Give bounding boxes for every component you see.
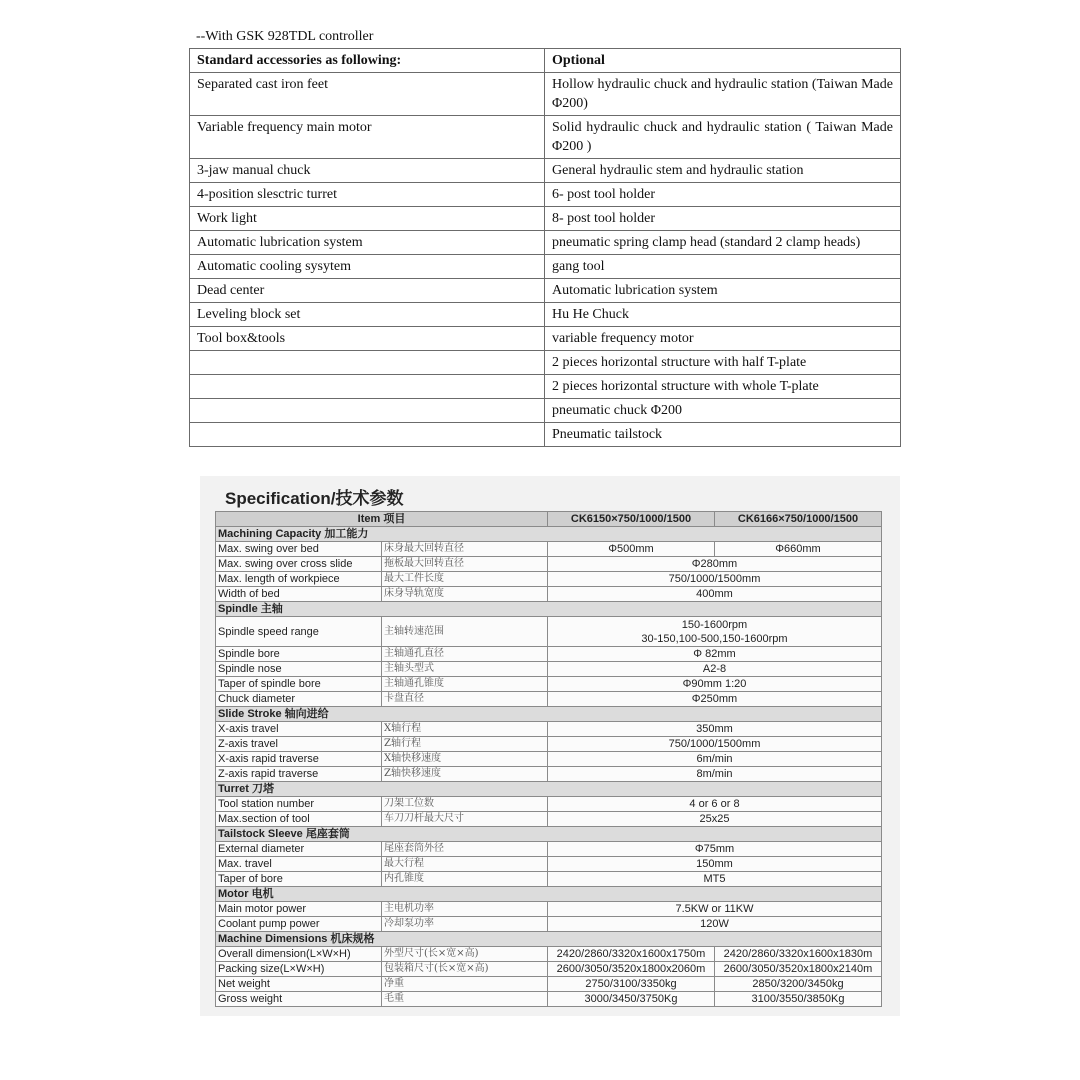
spec-value-line: 120W xyxy=(700,918,729,930)
spec-row xyxy=(216,542,882,557)
accessories-row xyxy=(190,255,901,279)
spec-row xyxy=(216,722,882,737)
standard-accessories-header: Standard accessories as following: xyxy=(190,49,545,73)
spec-row xyxy=(216,857,882,872)
spec-item-cn: 最大行程 xyxy=(382,857,548,872)
accessories-body xyxy=(190,73,901,447)
spec-section-row xyxy=(216,782,882,797)
spec-item-en: Main motor power xyxy=(216,902,382,917)
spec-section-row xyxy=(216,932,882,947)
spec-row xyxy=(216,797,882,812)
standard-accessory-cell: Dead center xyxy=(190,279,545,303)
spec-item-cn: 刀架工位数 xyxy=(382,797,548,812)
spec-value-line: 4 or 6 or 8 xyxy=(689,798,740,810)
spec-item-cn: 尾座套筒外径 xyxy=(382,842,548,857)
accessories-row xyxy=(190,73,901,116)
spec-section-row xyxy=(216,827,882,842)
optional-accessory-cell: gang tool xyxy=(545,255,901,279)
spec-item-cn: 主电机功率 xyxy=(382,902,548,917)
spec-value-line: Φ250mm xyxy=(691,693,738,705)
spec-section-title: Machine Dimensions 机床规格 xyxy=(216,932,882,947)
spec-value-model2: 2420/2860/3320x1600x1830m xyxy=(715,947,882,962)
spec-body xyxy=(216,527,882,1007)
standard-accessory-cell: Separated cast iron feet xyxy=(190,73,545,116)
spec-value-model2: 2600/3050/3520x1800x2140m xyxy=(715,962,882,977)
spec-section-title: Machining Capacity 加工能力 xyxy=(216,527,882,542)
spec-value-shared xyxy=(548,737,882,752)
spec-value-shared xyxy=(548,677,882,692)
spec-section-title: Spindle 主轴 xyxy=(216,602,882,617)
optional-accessory-cell: Automatic lubrication system xyxy=(545,279,901,303)
standard-accessory-cell xyxy=(190,375,545,399)
spec-value-shared xyxy=(548,917,882,932)
optional-accessory-cell: 8- post tool holder xyxy=(545,207,901,231)
spec-section-title: Turret 刀塔 xyxy=(216,782,882,797)
spec-value-line: 400mm xyxy=(696,588,733,600)
spec-value-shared xyxy=(548,557,882,572)
spec-row xyxy=(216,752,882,767)
spec-row xyxy=(216,992,882,1007)
spec-item-cn: X轴行程 xyxy=(382,722,548,737)
spec-item-en: X-axis travel xyxy=(216,722,382,737)
spec-row xyxy=(216,977,882,992)
spec-row xyxy=(216,587,882,602)
standard-accessory-cell: Variable frequency main motor xyxy=(190,116,545,159)
spec-header-row xyxy=(216,512,882,527)
standard-accessory-cell: Leveling block set xyxy=(190,303,545,327)
standard-accessory-cell: Work light xyxy=(190,207,545,231)
spec-section-row xyxy=(216,887,882,902)
spec-value-model2: 2850/3200/3450kg xyxy=(715,977,882,992)
spec-row xyxy=(216,872,882,887)
optional-accessory-cell: 2 pieces horizontal structure with whole T-plate xyxy=(545,375,901,399)
spec-value-line: 350mm xyxy=(696,723,733,735)
accessories-row xyxy=(190,303,901,327)
spec-item-cn: 主轴头型式 xyxy=(382,662,548,677)
spec-item-en: Max. swing over cross slide xyxy=(216,557,382,572)
specification-sheet xyxy=(200,476,900,1016)
spec-section-title: Slide Stroke 轴向进给 xyxy=(216,707,882,722)
spec-row xyxy=(216,947,882,962)
spec-row xyxy=(216,662,882,677)
spec-item-en: Packing size(L×W×H) xyxy=(216,962,382,977)
spec-value-line: Φ280mm xyxy=(691,558,738,570)
spec-value-line: Φ75mm xyxy=(694,843,735,855)
spec-value-model1: 3000/3450/3750Kg xyxy=(548,992,715,1007)
spec-value-shared xyxy=(548,617,882,647)
optional-accessory-cell: Solid hydraulic chuck and hydraulic station ( Taiwan Made Φ200 ) xyxy=(545,116,901,159)
spec-value-line: A2-8 xyxy=(702,663,727,675)
standard-accessory-cell: 4-position slesctric turret xyxy=(190,183,545,207)
spec-item-en: Overall dimension(L×W×H) xyxy=(216,947,382,962)
accessories-row xyxy=(190,351,901,375)
spec-value-shared xyxy=(548,752,882,767)
spec-item-en: Taper of bore xyxy=(216,872,382,887)
spec-value-model2: Φ660mm xyxy=(715,542,882,557)
spec-value-line: 25x25 xyxy=(699,813,730,825)
spec-row xyxy=(216,917,882,932)
spec-value-line: MT5 xyxy=(703,873,726,885)
spec-item-cn: 净重 xyxy=(382,977,548,992)
spec-section-row xyxy=(216,602,882,617)
spec-item-cn: 外型尺寸(长×宽×高) xyxy=(382,947,548,962)
spec-item-en: Tool station number xyxy=(216,797,382,812)
spec-item-en: Chuck diameter xyxy=(216,692,382,707)
standard-accessory-cell xyxy=(190,399,545,423)
spec-row xyxy=(216,677,882,692)
spec-section-row xyxy=(216,707,882,722)
spec-item-en: Z-axis rapid traverse xyxy=(216,767,382,782)
spec-value-line: 150mm xyxy=(696,858,733,870)
spec-value-line: Φ90mm 1:20 xyxy=(682,678,747,690)
optional-accessory-cell: 6- post tool holder xyxy=(545,183,901,207)
accessories-row xyxy=(190,375,901,399)
spec-item-en: Max.section of tool xyxy=(216,812,382,827)
standard-accessory-cell: Automatic lubrication system xyxy=(190,231,545,255)
spec-item-en: Spindle nose xyxy=(216,662,382,677)
spec-row xyxy=(216,692,882,707)
spec-item-cn: 最大工件长度 xyxy=(382,572,548,587)
spec-section-row xyxy=(216,527,882,542)
spec-row xyxy=(216,572,882,587)
spec-item-cn: 拖板最大回转直径 xyxy=(382,557,548,572)
spec-item-en: X-axis rapid traverse xyxy=(216,752,382,767)
spec-value-shared xyxy=(548,842,882,857)
spec-value-shared xyxy=(548,572,882,587)
spec-item-en: Max. length of workpiece xyxy=(216,572,382,587)
spec-value-line: 6m/min xyxy=(696,753,733,765)
accessories-header-row xyxy=(190,49,901,73)
spec-row xyxy=(216,557,882,572)
spec-item-en: Coolant pump power xyxy=(216,917,382,932)
spec-row xyxy=(216,902,882,917)
spec-value-line: 8m/min xyxy=(696,768,733,780)
standard-accessory-cell: Automatic cooling sysytem xyxy=(190,255,545,279)
spec-item-en: Spindle speed range xyxy=(216,617,382,647)
spec-row xyxy=(216,812,882,827)
optional-header: Optional xyxy=(545,49,901,73)
spec-value-shared xyxy=(548,662,882,677)
spec-row xyxy=(216,767,882,782)
spec-value-line: 7.5KW or 11KW xyxy=(675,903,754,915)
accessories-row xyxy=(190,231,901,255)
optional-accessory-cell: pneumatic spring clamp head (standard 2 clamp heads) xyxy=(545,231,901,255)
spec-value-shared xyxy=(548,812,882,827)
spec-value-shared xyxy=(548,797,882,812)
accessories-row xyxy=(190,183,901,207)
spec-item-cn: 床身导轨宽度 xyxy=(382,587,548,602)
optional-accessory-cell: Hu He Chuck xyxy=(545,303,901,327)
spec-value-model1: 2750/3100/3350kg xyxy=(548,977,715,992)
spec-value-shared xyxy=(548,692,882,707)
spec-item-cn: 车刀刀杆最大尺寸 xyxy=(382,812,548,827)
spec-section-title: Motor 电机 xyxy=(216,887,882,902)
spec-item-en: Spindle bore xyxy=(216,647,382,662)
spec-title: Specification/技术参数 xyxy=(225,489,404,508)
optional-accessory-cell: variable frequency motor xyxy=(545,327,901,351)
spec-item-cn: 床身最大回转直径 xyxy=(382,542,548,557)
optional-accessory-cell: Hollow hydraulic chuck and hydraulic station (Taiwan Made Φ200) xyxy=(545,73,901,116)
optional-accessory-cell: pneumatic chuck Φ200 xyxy=(545,399,901,423)
spec-item-en: Taper of spindle bore xyxy=(216,677,382,692)
spec-item-en: Gross weight xyxy=(216,992,382,1007)
spec-item-en: External diameter xyxy=(216,842,382,857)
spec-item-cn: X轴快移速度 xyxy=(382,752,548,767)
spec-section-title: Tailstock Sleeve 尾座套筒 xyxy=(216,827,882,842)
optional-accessory-cell: 2 pieces horizontal structure with half T-plate xyxy=(545,351,901,375)
model1-header: CK6150×750/1000/1500 xyxy=(548,512,715,527)
spec-item-cn: 主轴通孔直径 xyxy=(382,647,548,662)
spec-row xyxy=(216,617,882,647)
spec-value-line: 750/1000/1500mm xyxy=(668,573,761,585)
spec-value-model2: 3100/3550/3850Kg xyxy=(715,992,882,1007)
spec-value-model1: 2600/3050/3520x1800x2060m xyxy=(548,962,715,977)
spec-value-line: 750/1000/1500mm xyxy=(668,738,761,750)
accessories-row xyxy=(190,116,901,159)
accessories-row xyxy=(190,423,901,447)
spec-item-en: Net weight xyxy=(216,977,382,992)
standard-accessory-cell xyxy=(190,351,545,375)
spec-item-en: Z-axis travel xyxy=(216,737,382,752)
standard-accessory-cell xyxy=(190,423,545,447)
optional-accessory-cell: General hydraulic stem and hydraulic station xyxy=(545,159,901,183)
spec-value-shared xyxy=(548,872,882,887)
spec-value-model1: Φ500mm xyxy=(548,542,715,557)
standard-accessory-cell: 3-jaw manual chuck xyxy=(190,159,545,183)
spec-row xyxy=(216,842,882,857)
spec-table xyxy=(215,511,882,1007)
spec-item-cn: 包装箱尺寸(长×宽×高) xyxy=(382,962,548,977)
spec-item-cn: Z轴快移速度 xyxy=(382,767,548,782)
model2-header: CK6166×750/1000/1500 xyxy=(715,512,882,527)
spec-item-cn: 冷却泵功率 xyxy=(382,917,548,932)
spec-value-line: 30-150,100-500,150-1600rpm xyxy=(641,632,788,645)
spec-value-shared xyxy=(548,767,882,782)
spec-value-line: 150-1600rpm xyxy=(681,618,748,631)
spec-item-cn: 主轴通孔锥度 xyxy=(382,677,548,692)
spec-value-line: Φ 82mm xyxy=(693,648,736,660)
accessories-row xyxy=(190,159,901,183)
spec-item-cn: 内孔锥度 xyxy=(382,872,548,887)
accessories-row xyxy=(190,327,901,351)
spec-value-shared xyxy=(548,722,882,737)
spec-row xyxy=(216,962,882,977)
spec-item-cn: 卡盘直径 xyxy=(382,692,548,707)
spec-value-shared xyxy=(548,902,882,917)
optional-accessory-cell: Pneumatic tailstock xyxy=(545,423,901,447)
spec-value-shared xyxy=(548,587,882,602)
spec-item-en: Max. swing over bed xyxy=(216,542,382,557)
standard-accessory-cell: Tool box&tools xyxy=(190,327,545,351)
accessories-row xyxy=(190,207,901,231)
spec-value-shared xyxy=(548,647,882,662)
accessories-row xyxy=(190,279,901,303)
spec-item-cn: Z轴行程 xyxy=(382,737,548,752)
spec-item-en: Max. travel xyxy=(216,857,382,872)
spec-value-model1: 2420/2860/3320x1600x1750m xyxy=(548,947,715,962)
spec-row xyxy=(216,737,882,752)
accessories-table xyxy=(189,48,901,447)
accessories-row xyxy=(190,399,901,423)
intro-line: --With GSK 928TDL controller xyxy=(196,29,374,44)
spec-item-en: Width of bed xyxy=(216,587,382,602)
spec-row xyxy=(216,647,882,662)
spec-value-shared xyxy=(548,857,882,872)
spec-item-cn: 主轴转速范围 xyxy=(382,617,548,647)
item-header: Item 项目 xyxy=(216,512,548,527)
spec-item-cn: 毛重 xyxy=(382,992,548,1007)
